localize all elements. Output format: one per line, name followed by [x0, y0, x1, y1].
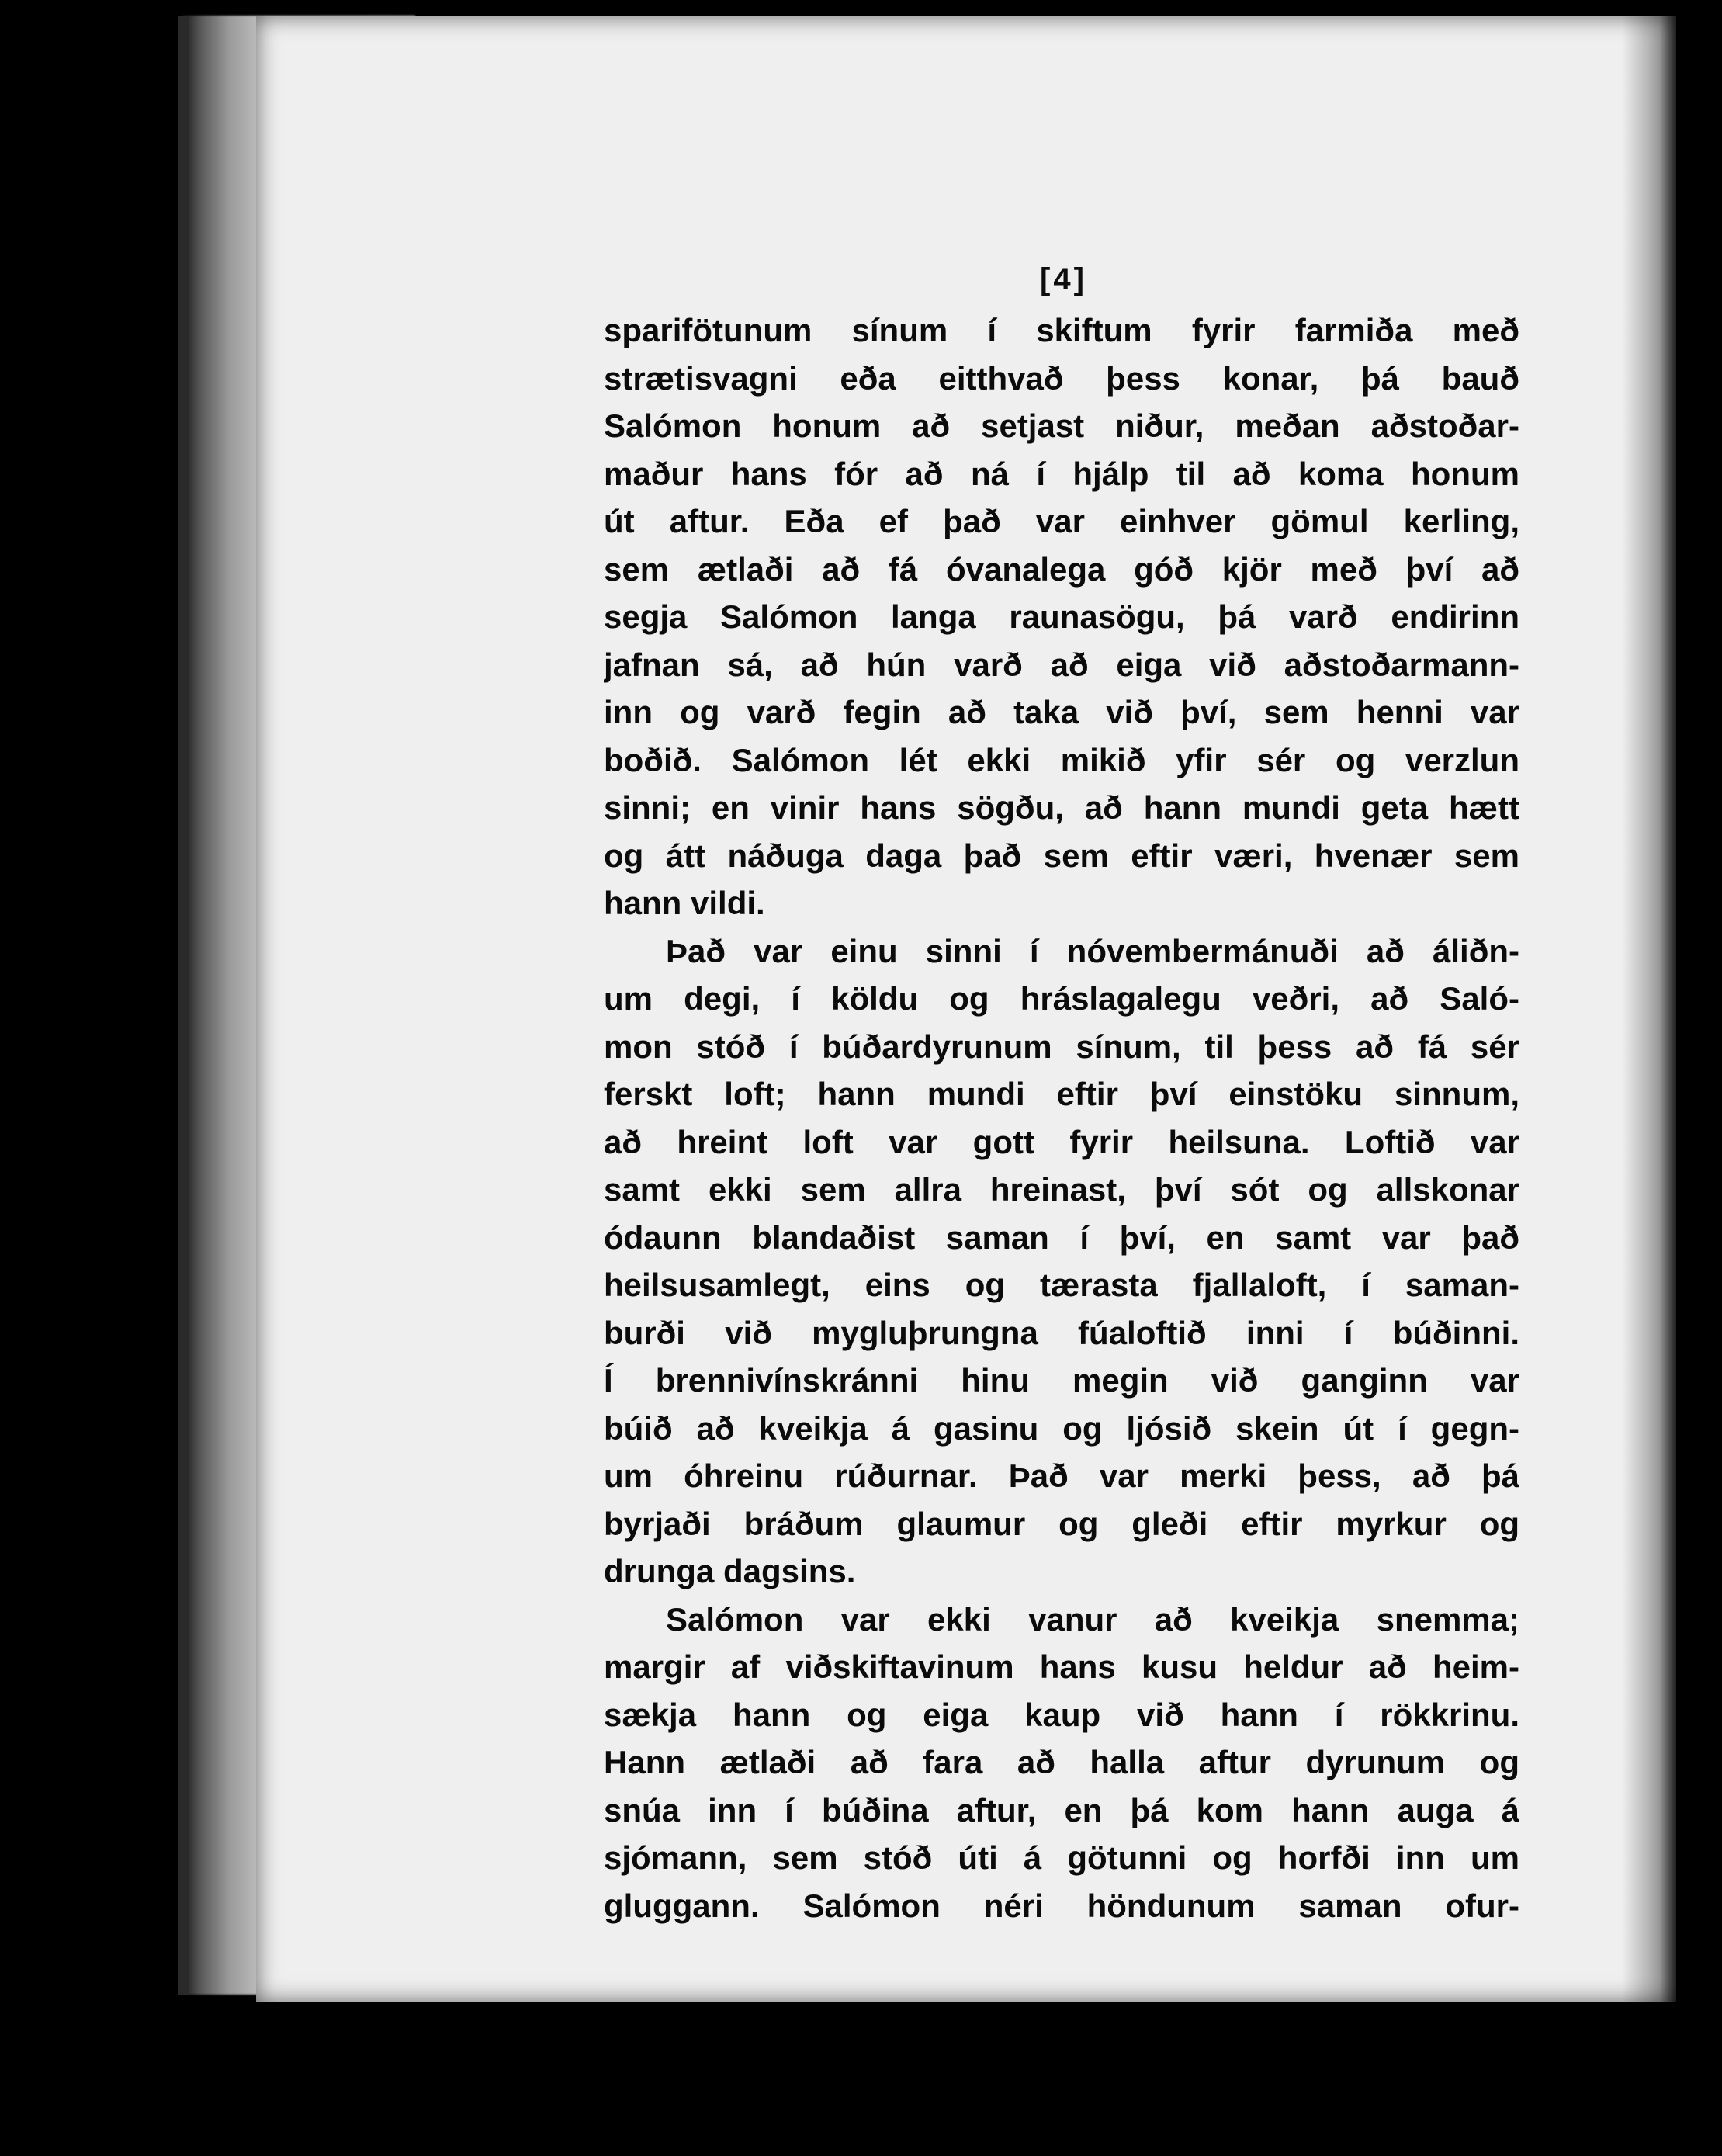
text-line: byrjaði bráðum glaumur og gleði eftir myrkur og [604, 1505, 1519, 1542]
body-text [604, 307, 1519, 1929]
text-line: sparifötunum sínum í skiftum fyrir farmiða með [604, 312, 1519, 348]
text-line: samt ekki sem allra hreinast, því sót og allskonar [604, 1171, 1519, 1208]
text-line: og átt náðuga daga það sem eftir væri, hvenær sem [604, 837, 1519, 874]
text-line: burði við mygluþrungna fúaloftið inni í búðinni. [604, 1314, 1519, 1351]
text-line: út aftur. Eða ef það var einhver gömul kerling, [604, 503, 1519, 539]
text-line: margir af viðskiftavinum hans kusu heldur að heim- [604, 1648, 1519, 1685]
text-line: heilsusamlegt, eins og tærasta fjallaloft, í saman- [604, 1267, 1519, 1303]
text-line: sem ætlaði að fá óvanalega góð kjör með því að [604, 550, 1519, 588]
text-line: maður hans fór að ná í hjálp til að koma honum [604, 455, 1519, 492]
page-shadow-edge [1622, 16, 1676, 2002]
text-line: boðið. Salómon lét ekki mikið yfir sér og verzlun [604, 741, 1519, 778]
binding-edge [178, 16, 189, 1995]
text-line: Salómon honum að setjast niður, meðan aðstoðar- [604, 407, 1519, 444]
page-number: [4] [1040, 262, 1087, 296]
text-line: drunga dagsins. [604, 1553, 856, 1589]
text-line: hann vildi. [604, 885, 765, 921]
text-line: sjómann, sem stóð úti á götunni og horfði inn um [604, 1839, 1519, 1876]
text-line: segja Salómon langa raunasögu, þá varð endirinn [604, 598, 1519, 635]
text-line: að hreint loft var gott fyrir heilsuna. Loftið var [604, 1123, 1519, 1160]
text-line: Það var einu sinni í nóvembermánuði að áliðn- [666, 932, 1519, 969]
text-line: Hann ætlaði að fara að halla aftur dyrunum og [604, 1744, 1519, 1780]
text-line: búið að kveikja á gasinu og ljósið skein út í gegn- [604, 1409, 1519, 1447]
text-line: Í brennivínskránni hinu megin við ganginn var [604, 1362, 1519, 1399]
text-line: mon stóð í búðardyrunum sínum, til þess að fá sér [604, 1028, 1519, 1065]
text-line: um degi, í köldu og hráslagalegu veðri, að Saló- [604, 980, 1519, 1017]
text-line: sækja hann og eiga kaup við hann í rökkrinu. [604, 1696, 1519, 1733]
text-line: snúa inn í búðina aftur, en þá kom hann auga á [604, 1791, 1519, 1828]
text-line: ferskt loft; hann mundi eftir því einstöku sinnum, [604, 1076, 1519, 1112]
text-line: ódaunn blandaðist saman í því, en samt var það [604, 1218, 1519, 1256]
text-line: Salómon var ekki vanur að kveikja snemma; [666, 1600, 1519, 1638]
text-line: gluggann. Salómon néri höndunum saman ofur- [604, 1887, 1519, 1924]
text-line: sinni; en vinir hans sögðu, að hann mundi geta hætt [604, 789, 1519, 826]
text-line: strætisvagni eða eitthvað þess konar, þá bauð [604, 359, 1519, 397]
text-line: jafnan sá, að hún varð að eiga við aðstoðarmann- [604, 646, 1519, 683]
text-line: inn og varð fegin að taka við því, sem henni var [604, 694, 1519, 730]
text-line: um óhreinu rúðurnar. Það var merki þess, að þá [604, 1458, 1519, 1494]
